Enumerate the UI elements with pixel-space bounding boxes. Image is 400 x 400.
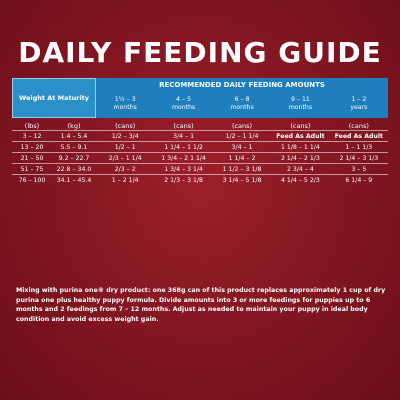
unit-cans: (cans) [231,122,253,130]
weight-lbs: 51 – 75 [20,166,44,173]
weight-kg: 5.5 – 9.1 [60,144,88,151]
feeding-amount: 2/3 – 1 1/4 [108,155,142,162]
recommended-header: RECOMMENDED DAILY FEEDING AMOUNTS [159,81,325,89]
units-row [12,122,388,130]
feeding-amount: 3 1/4 – 5 1/8 [222,177,262,184]
weight-kg: 34.1 – 45.4 [56,177,92,184]
feeding-amount: 1 – 1 1/3 [345,144,373,151]
weight-lbs: 76 – 100 [18,177,46,184]
table-header [12,78,388,118]
weight-kg: 1.4 – 5.4 [60,133,88,140]
weight-lbs: 13 – 20 [20,144,44,151]
age-column [154,89,212,118]
weight-lbs: 3 – 12 [22,133,42,140]
age-column [271,89,329,118]
weight-lbs: 21 – 50 [20,155,44,162]
feeding-amount: 3/4 – 1 [173,133,195,140]
table-row [12,163,388,174]
age-range: 1½ – 3 [114,95,136,103]
feeding-table [12,78,388,185]
age-unit: months [230,103,254,111]
feeding-amount: 1 1/4 – 1 1/2 [164,144,203,151]
feeding-amount: 1 3/4 – 3 1/4 [164,166,203,173]
age-range: 4 – 5 [176,95,192,103]
unit-cans: (cans) [290,122,311,130]
age-range: 6 – 8 [234,95,250,103]
feeding-amount: 2/3 – 2 [114,166,136,173]
age-range: 1 – 2 [351,95,367,103]
feeding-amount: 2 1/3 – 3 1/8 [164,177,203,184]
weight-kg: 9.2 – 22.7 [58,155,90,162]
page-title: DAILY FEEDING GUIDE [18,36,382,69]
feeding-amount: 1/2 – 1 1/4 [225,133,259,140]
feeding-amount: 1/2 – 1 [114,144,136,151]
age-column [330,89,388,118]
unit-cans: (cans) [115,122,136,130]
feeding-amount: 1 1/4 – 2 [228,155,256,162]
age-unit: months [288,103,313,111]
feeding-amount: Feed As Adult [276,133,325,140]
age-range: 9 – 11 [291,95,310,103]
feeding-amount: 1 1/2 – 3 1/8 [222,166,262,173]
feeding-amount: 1 1/8 – 1 1/4 [281,144,320,151]
table-row [12,141,388,152]
unit-cans: (cans) [348,122,369,130]
table-row [12,130,388,141]
feeding-amount: 3/4 – 1 [231,144,253,151]
feeding-amount: 1 3/4 – 2 1 1/4 [161,155,206,162]
feeding-amount: 2 3/4 – 4 [287,166,314,173]
weight-kg: 22.8 – 34.0 [56,166,92,173]
age-unit: months [113,103,137,111]
unit-lbs: (lbs) [24,122,40,130]
unit-cans: (cans) [173,122,194,130]
feeding-amount: 3 – 5 [351,166,367,173]
age-column [96,89,154,118]
feeding-amount: 1/2 – 3/4 [111,133,139,140]
age-unit: years [350,103,368,111]
feeding-amount: 1 – 2 1/4 [111,177,139,184]
age-column [213,89,271,118]
table-row [12,152,388,163]
recommended-header-block [96,78,388,118]
feeding-amount: 4 1/4 – 5 2/3 [281,177,320,184]
feeding-amount: 6 1/4 – 9 [345,177,373,184]
feeding-amount: 2 1/4 – 3 1/3 [339,155,379,162]
table-row [12,174,388,185]
weight-header: Weight At Maturity [12,78,96,118]
feeding-amount: Feed As Adult [334,133,383,140]
age-columns [96,89,388,118]
feeding-amount: 2 1/4 – 2 1/3 [281,155,320,162]
age-unit: months [171,103,196,111]
unit-kg: (kg) [67,122,81,130]
feeding-note: Mixing with purina one® dry product: one 368g can of this product replaces approximately 1 cup of dry purina one plus healthy puppy formula. Divide amounts into 3 or more feedings for puppies up to 6 months and 2 feedings from 7 – 12 months. Adjust as needed to maintain your puppy in ideal body condition and avoid excess weight gain. [16,287,386,323]
